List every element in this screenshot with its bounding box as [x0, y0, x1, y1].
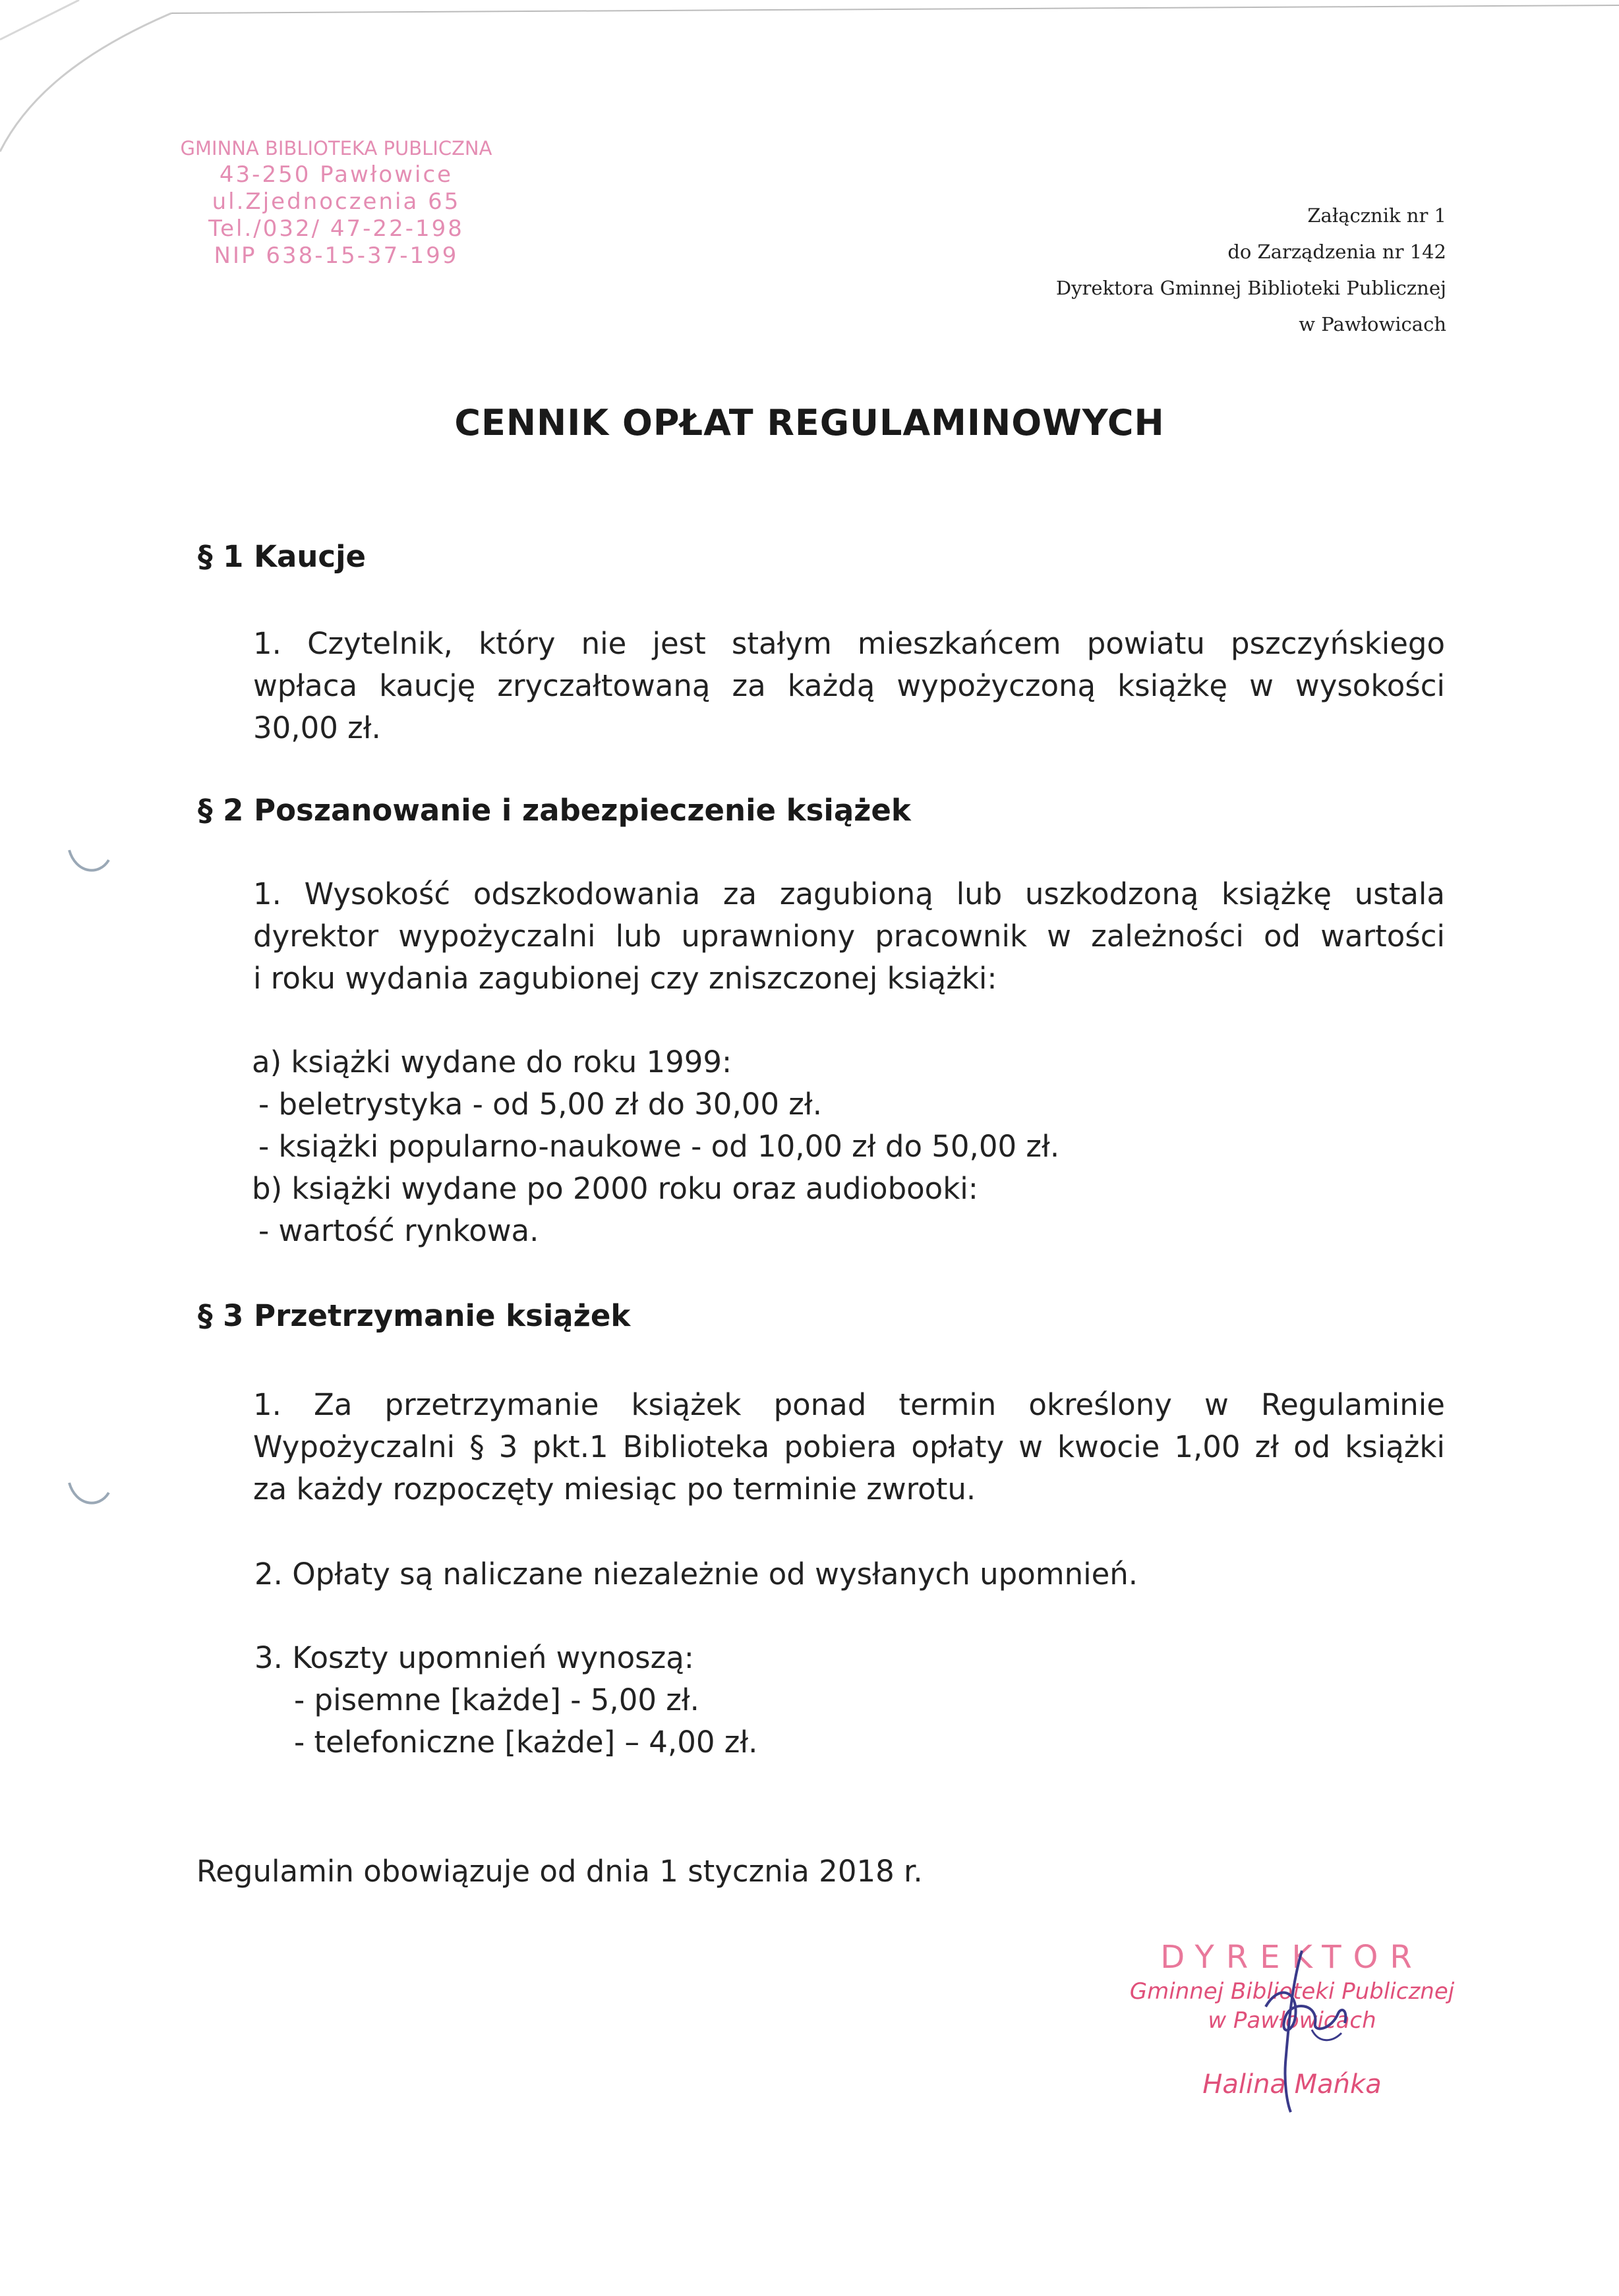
section-2-paragraph: [253, 873, 1445, 1000]
para-line: 30,00 zł.: [253, 710, 381, 745]
punch-hole-mark: [66, 847, 112, 880]
list-item: - beletrystyka - od 5,00 zł do 30,00 zł.: [258, 1087, 823, 1122]
stamp-library-nip: NIP 638-15-37-199: [214, 243, 459, 269]
list-item: - książki popularno-naukowe - od 10,00 zł do 50,00 zł.: [258, 1129, 1060, 1164]
para-line: i roku wydania zagubionej czy zniszczonej książki:: [253, 961, 997, 996]
stamp-director-name: Halina Mańka: [1202, 2069, 1382, 2100]
stamp-library-street: ul.Zjednoczenia 65: [212, 188, 461, 215]
list-item: - telefoniczne [każde] – 4,00 zł.: [294, 1725, 758, 1760]
stamp-library-postcode: 43-250 Pawłowice: [219, 161, 454, 188]
list-item: - wartość rynkowa.: [258, 1213, 539, 1248]
para-line: 1. Za przetrzymanie książek ponad termin określony w Regulaminie: [253, 1387, 1445, 1422]
document-title: CENNIK OPŁAT REGULAMINOWYCH: [454, 402, 1165, 444]
stamp-director-location: w Pawłowicach: [1208, 2007, 1376, 2034]
stamp-director-title: DYREKTOR: [1160, 1939, 1424, 1976]
header-director: Dyrektora Gminnej Biblioteki Publicznej: [1055, 277, 1446, 299]
header-location: w Pawłowicach: [1299, 313, 1446, 335]
para-line: wpłaca kaucję zryczałtowaną za każdą wypożyczoną książkę w wysokości: [253, 668, 1445, 703]
attachment-header: [853, 198, 1446, 343]
effective-date: Regulamin obowiązuje od dnia 1 stycznia 2018 r.: [196, 1854, 923, 1889]
para-line: dyrektor wypożyczalni lub uprawniony pracownik w zależności od wartości: [253, 919, 1445, 954]
stamp-library-name: GMINNA BIBLIOTEKA PUBLICZNA: [180, 137, 492, 159]
list-item: b) książki wydane po 2000 roku oraz audiobooki:: [252, 1171, 978, 1206]
stamp-library-phone: Tel./032/ 47-22-198: [208, 215, 464, 242]
section-2-heading: § 2 Poszanowanie i zabezpieczenie książek: [198, 793, 911, 828]
list-item: a) książki wydane do roku 1999:: [252, 1045, 732, 1079]
para-line: 1. Wysokość odszkodowania za zagubioną lub uszkodzoną książkę ustala: [253, 876, 1445, 911]
para-line: za każdy rozpoczęty miesiąc po terminie zwrotu.: [253, 1472, 976, 1507]
section-3-point-3: 3. Koszty upomnień wynoszą:: [254, 1640, 694, 1675]
section-1-heading: § 1 Kaucje: [198, 539, 367, 574]
header-ordinance: do Zarządzenia nr 142: [1227, 241, 1446, 263]
para-line: 1. Czytelnik, który nie jest stałym mieszkańcem powiatu pszczyńskiego: [253, 626, 1445, 661]
section-3-paragraph: [253, 1384, 1445, 1510]
library-stamp: [152, 135, 521, 270]
header-attachment-number: Załącznik nr 1: [1307, 204, 1446, 227]
section-3-heading: § 3 Przetrzymanie książek: [198, 1298, 631, 1333]
handwritten-signature: [1239, 1944, 1371, 2115]
para-line: Wypożyczalni § 3 pkt.1 Biblioteka pobiera opłaty w kwocie 1,00 zł od książki: [253, 1429, 1445, 1464]
section-1-paragraph: [253, 623, 1445, 749]
punch-hole-mark: [66, 1479, 112, 1512]
stamp-director-institution: Gminnej Biblioteki Publicznej: [1129, 1978, 1455, 2005]
list-item: - pisemne [każde] - 5,00 zł.: [294, 1682, 699, 1717]
section-3-point-2: 2. Opłaty są naliczane niezależnie od wysłanych upomnień.: [254, 1557, 1138, 1592]
